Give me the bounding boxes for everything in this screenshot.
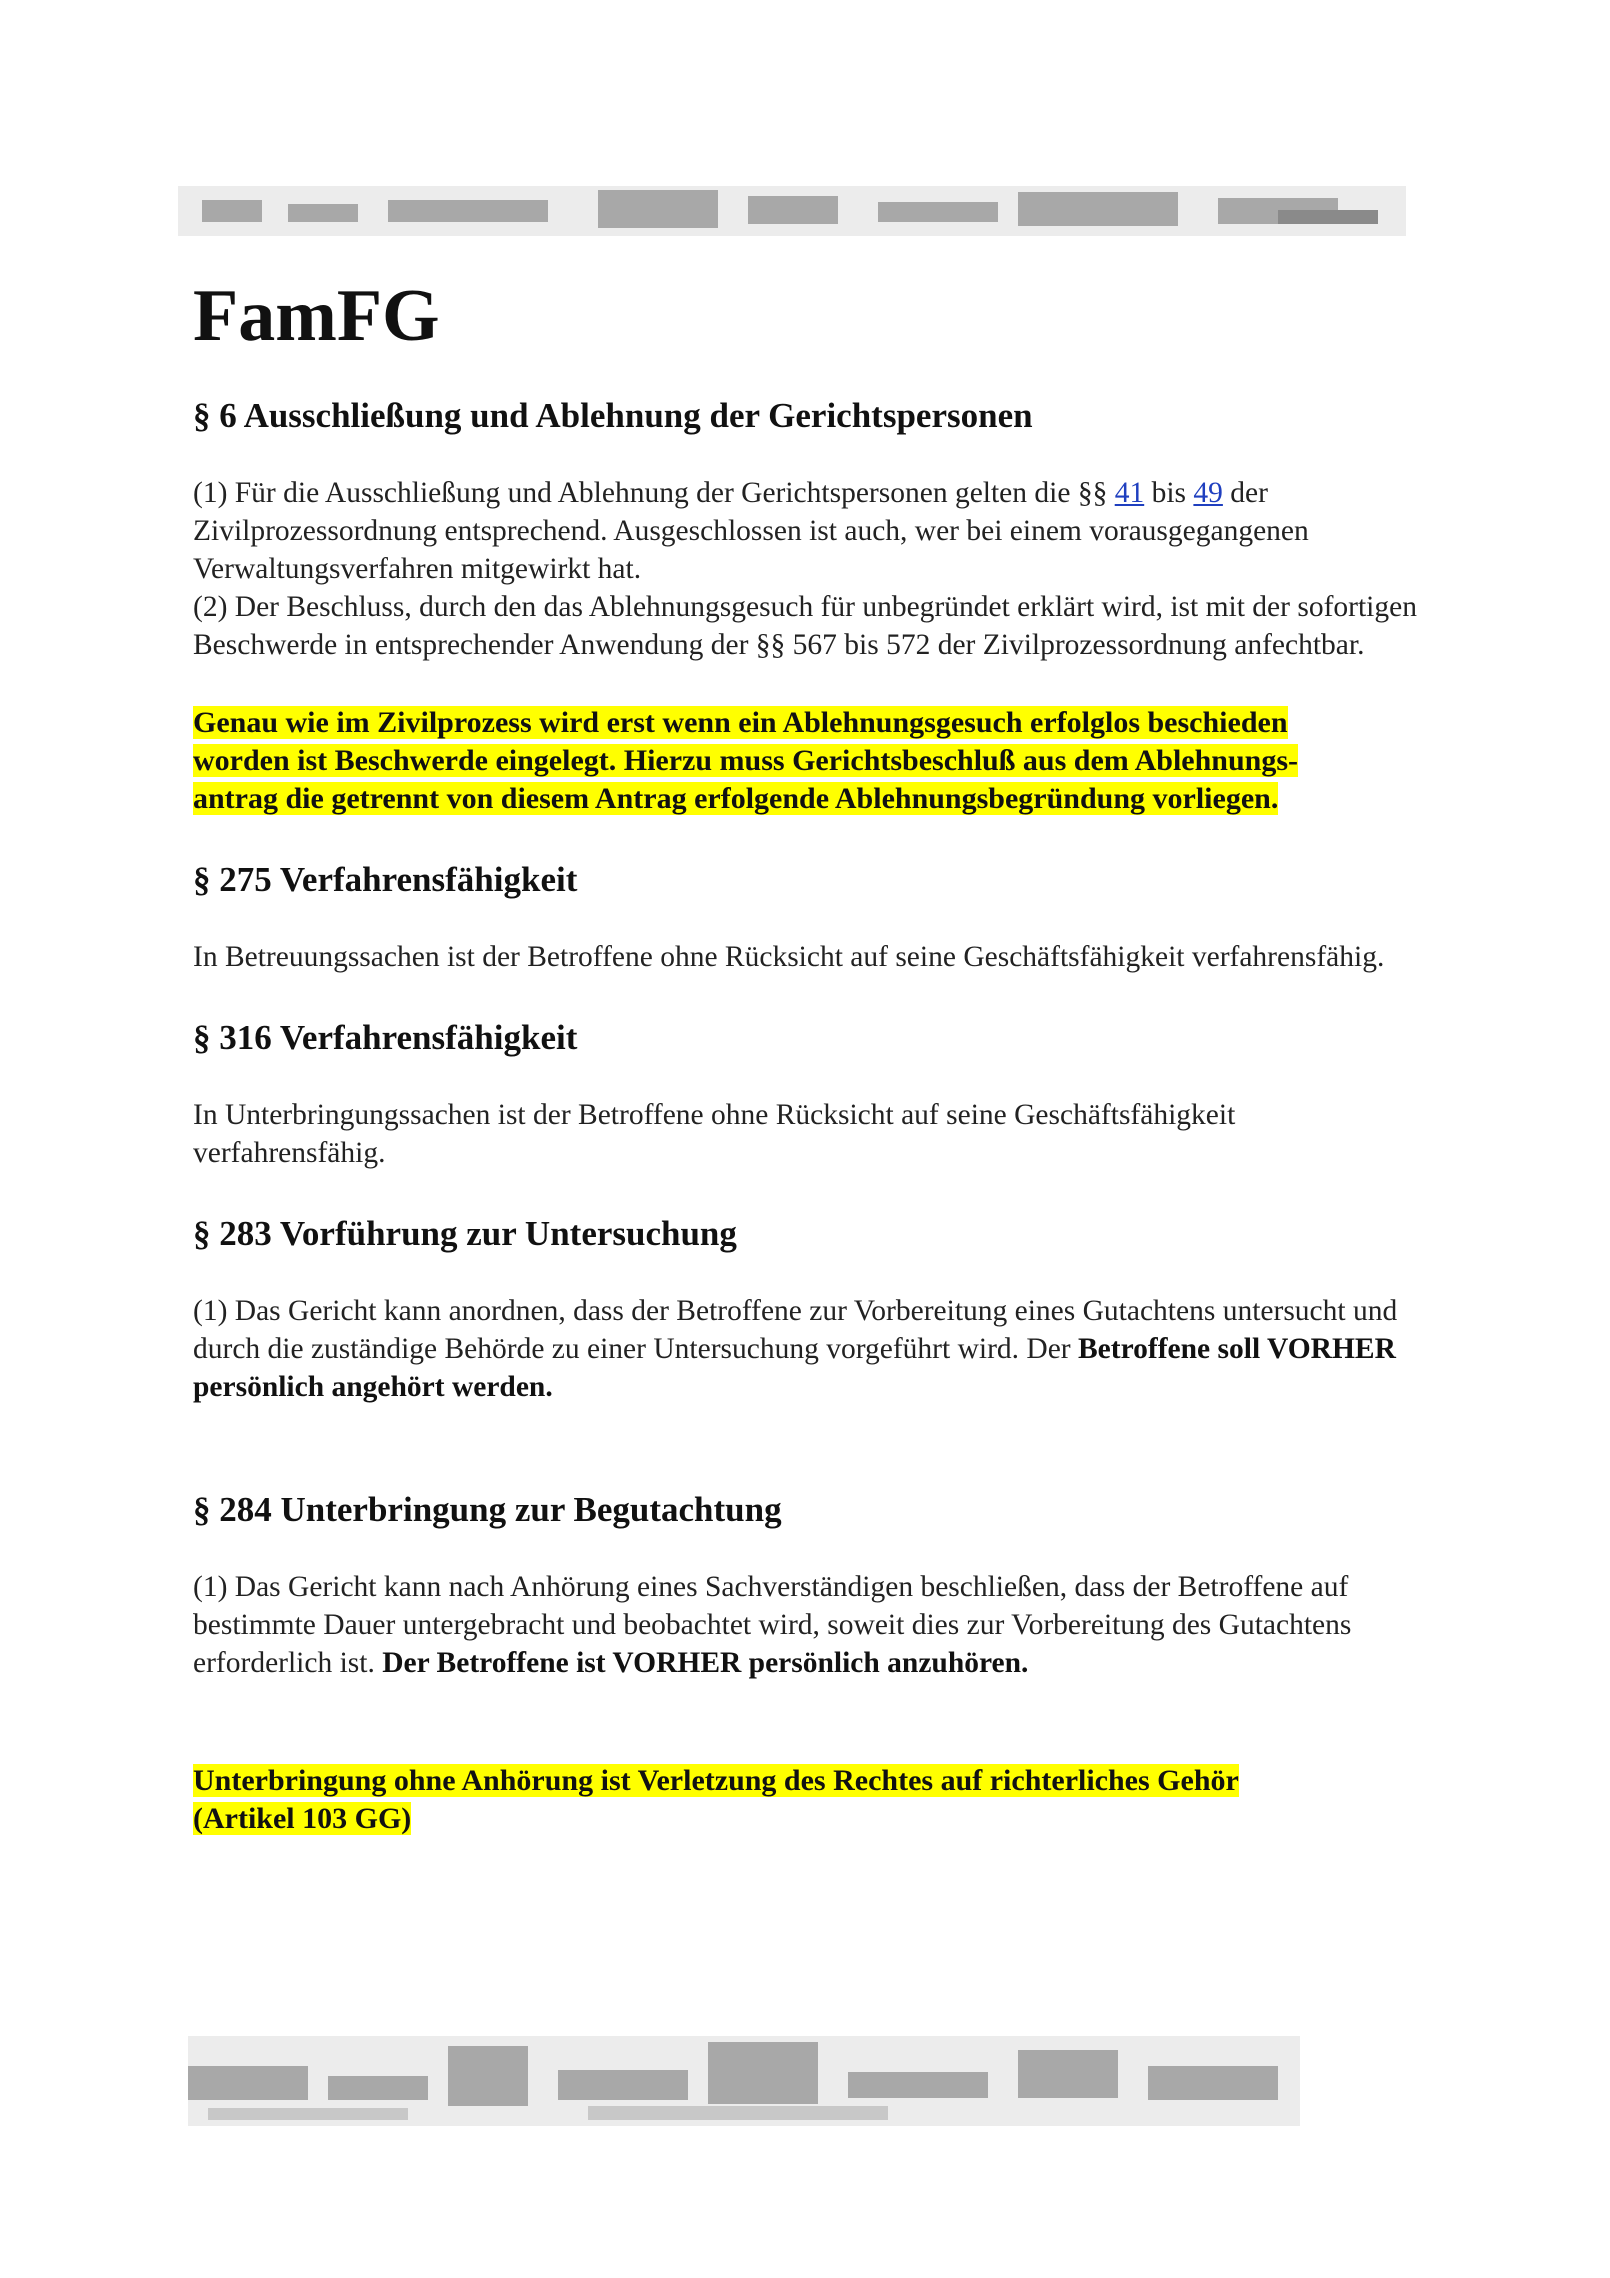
final-note-line-1: Unterbringung ohne Anhörung ist Verletzung des Rechtes auf richterliches Gehör — [193, 1764, 1239, 1797]
redacted-header-block — [178, 186, 1406, 236]
redacted-footer-block — [188, 2036, 1300, 2126]
section-275-heading: § 275 Verfahrensfähigkeit — [193, 860, 578, 899]
section-275-text: In Betreuungssachen ist der Betroffene ohne Rücksicht auf seine Geschäftsfähigkeit verfahrensfähig. — [193, 941, 1385, 973]
section-283-text-bold: Betroffene soll VORHER persönlich angehört werden. — [193, 1333, 1396, 1403]
link-paragraph-49[interactable]: 49 — [1193, 477, 1223, 509]
note-line-1: Genau wie im Zivilprozess wird erst wenn ein Ablehnungsgesuch erfolglos beschieden — [193, 706, 1288, 739]
section-316-heading: § 316 Verfahrensfähigkeit — [193, 1018, 578, 1057]
note-line-3: antrag die getrennt von diesem Antrag erfolgende Ablehnungsbegründung vorliegen. — [193, 782, 1279, 815]
section-6-paragraph-1 — [193, 474, 1433, 588]
section-6-p1-text-c: der Zivilprozessordnung entsprechend. Ausgeschlossen ist auch, wer bei einem vorausgegangenen Verwaltungsverfahren mitgewirkt hat. — [193, 477, 1309, 585]
document-title: FamFG — [193, 275, 440, 357]
section-283-heading: § 283 Vorführung zur Untersuchung — [193, 1214, 737, 1253]
section-283-text — [193, 1292, 1433, 1406]
section-283-text-normal: (1) Das Gericht kann anordnen, dass der Betroffene zur Vorbereitung eines Gutachtens untersucht und durch die zuständige Behörde zu einer Untersuchung vorgeführt wird. Der — [193, 1295, 1398, 1365]
document-content — [193, 270, 1433, 1838]
section-316-text: In Unterbringungssachen ist der Betroffene ohne Rücksicht auf seine Geschäftsfähigkeit verfahrensfähig. — [193, 1099, 1236, 1169]
link-paragraph-41[interactable]: 41 — [1114, 477, 1145, 509]
section-6-paragraph-2: (2) Der Beschluss, durch den das Ablehnungsgesuch für unbegründet erklärt wird, ist mit der sofortigen Beschwerde in entsprechender Anwendung der §§ 567 bis 572 der Zivilprozessordnung anfechtbar. — [193, 591, 1417, 661]
section-284-text — [193, 1568, 1433, 1682]
section-284-text-bold: Der Betroffene ist VORHER persönlich anzuhören. — [382, 1647, 1029, 1679]
section-6-p1-text-b: bis — [1144, 477, 1194, 509]
section-6-heading: § 6 Ausschließung und Ablehnung der Gerichtspersonen — [193, 396, 1033, 435]
section-6-highlight-note — [193, 704, 1433, 818]
final-note-line-2: (Artikel 103 GG) — [193, 1802, 412, 1835]
final-highlight-note — [193, 1762, 1433, 1838]
note-line-2: worden ist Beschwerde eingelegt. Hierzu muss Gerichtsbeschluß aus dem Ablehnungs- — [193, 744, 1299, 777]
section-6-p1-text-a: (1) Für die Ausschließung und Ablehnung der Gerichtspersonen gelten die §§ — [193, 477, 1115, 509]
section-284-heading: § 284 Unterbringung zur Begutachtung — [193, 1490, 782, 1529]
section-284-text-normal: (1) Das Gericht kann nach Anhörung eines Sachverständigen beschließen, dass der Betroffene auf bestimmte Dauer untergebracht und beobachtet wird, soweit dies zur Vorbereitung des Gutachtens erforderlich ist. — [193, 1571, 1352, 1679]
